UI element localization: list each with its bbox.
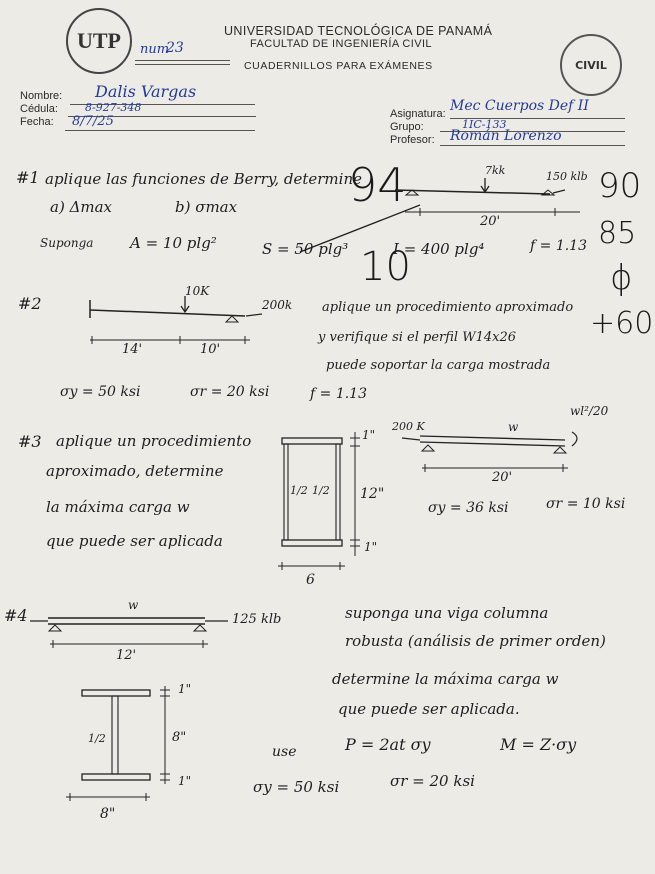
p3-fy: σy = 36 ksi (428, 500, 509, 516)
p4-web: 1/2 (88, 732, 106, 745)
p2-span2: 10' (200, 342, 221, 357)
p4-w-label: w (128, 598, 139, 612)
teacher-value: Román Lorenzo (450, 128, 562, 144)
p4-top-flange: 1" (178, 682, 192, 696)
p2-span1: 14' (122, 342, 143, 357)
p2-text1: aplique un procedimiento aproximado (322, 300, 574, 315)
p3-line3: la máxima carga w (46, 498, 190, 516)
subject-label: Asignatura: (390, 108, 446, 120)
grade-85: 85 (598, 216, 637, 251)
p1-inertia: I = 400 plg⁴ (393, 240, 485, 258)
grade-total: 94 (348, 158, 407, 212)
name-label: Nombre: (20, 90, 63, 102)
p4-axial: 125 klb (232, 612, 282, 627)
grade-90: 90 (598, 166, 642, 206)
p1-b: b) σmax (175, 198, 238, 216)
p2-fr: σr = 20 ksi (190, 384, 270, 400)
p3-width: 6 (306, 572, 315, 588)
civil-logo-text: CIVIL (575, 58, 607, 72)
grade-plus60: +60 (590, 306, 654, 341)
p4-line3: determine la máxima carga w (332, 670, 559, 688)
date-label: Fecha: (20, 116, 54, 128)
p1-axial: 150 klb (546, 170, 588, 183)
p1-section-modulus: S = 50 plg³ (262, 240, 349, 258)
p2-text2: y verifique si el perfil W14x26 (318, 330, 516, 345)
p3-w-label: w (508, 420, 519, 434)
booklet-number-label: num (140, 42, 170, 57)
p4-line4: que puede ser aplicada. (338, 700, 520, 718)
p4-line2: robusta (análisis de primer orden) (345, 632, 606, 650)
p1-load: 7kk (485, 164, 506, 177)
p1-assume: Suponga (40, 236, 94, 250)
grade-phi: ϕ (610, 258, 633, 298)
booklet-number: 23 (166, 40, 184, 56)
p4-use: use (272, 744, 297, 760)
p2-axial: 200k (262, 298, 293, 312)
p3-number: #3 (18, 432, 42, 451)
p4-number: #4 (4, 606, 28, 625)
p3-line4: que puede ser aplicada (46, 532, 223, 550)
group-value: 1IC-133 (462, 118, 507, 131)
p4-M-formula: M = Z·σy (500, 735, 577, 754)
p2-fy: σy = 50 ksi (60, 384, 141, 400)
p2-f-factor: f = 1.13 (310, 386, 367, 402)
p3-line2: aproximado, determine (46, 462, 224, 480)
p1-number: #1 (16, 168, 40, 187)
p3-web-left: 1/2 (290, 484, 308, 497)
p2-load: 10K (185, 284, 210, 298)
p4-P-formula: P = 2at σy (345, 735, 431, 754)
p4-fy: σy = 50 ksi (253, 778, 340, 796)
student-name: Dalis Vargas (95, 82, 197, 101)
p3-line1: aplique un procedimiento (56, 432, 252, 450)
grade-10: 10 (360, 244, 411, 290)
p4-flange-width: 8" (100, 806, 116, 822)
p2-text3: puede soportar la carga mostrada (326, 358, 551, 373)
group-label: Grupo: (390, 121, 424, 133)
p3-moment: wl²/20 (570, 404, 609, 418)
university-name: UNIVERSIDAD TECNOLÓGICA DE PANAMÁ (224, 24, 493, 38)
faculty-name: FACULTAD DE INGENIERÍA CIVIL (250, 38, 432, 50)
p2-number: #2 (18, 294, 42, 313)
booklet-title: CUADERNILLOS PARA EXÁMENES (244, 60, 433, 72)
p1-span: 20' (480, 214, 501, 229)
subject-value: Mec Cuerpos Def II (450, 98, 589, 114)
p3-axial: 200 K (392, 420, 425, 433)
p3-top-thickness: 1" (362, 428, 376, 442)
teacher-label: Profesor: (390, 134, 435, 146)
p4-bottom-flange: 1" (178, 774, 192, 788)
p4-height: 8" (172, 730, 187, 745)
utp-logo-text: UTP (77, 28, 121, 53)
p1-text: aplique las funciones de Berry, determine (45, 170, 362, 188)
student-id: 8-927-348 (85, 101, 142, 114)
p3-web-right: 1/2 (312, 484, 330, 497)
p3-bottom-thickness: 1" (364, 540, 378, 554)
p3-span: 20' (492, 470, 513, 485)
p1-f-factor: f = 1.13 (530, 238, 587, 254)
p4-line1: suponga una viga columna (345, 604, 549, 622)
p3-height: 12" (360, 486, 385, 502)
p3-fr: σr = 10 ksi (546, 496, 626, 512)
p1-a: a) Δmax (50, 198, 113, 216)
p4-span: 12' (116, 648, 137, 663)
p4-fr: σr = 20 ksi (390, 772, 475, 790)
p1-area: A = 10 plg² (130, 234, 217, 252)
id-label: Cédula: (20, 103, 58, 115)
exam-date: 8/7/25 (72, 114, 114, 129)
